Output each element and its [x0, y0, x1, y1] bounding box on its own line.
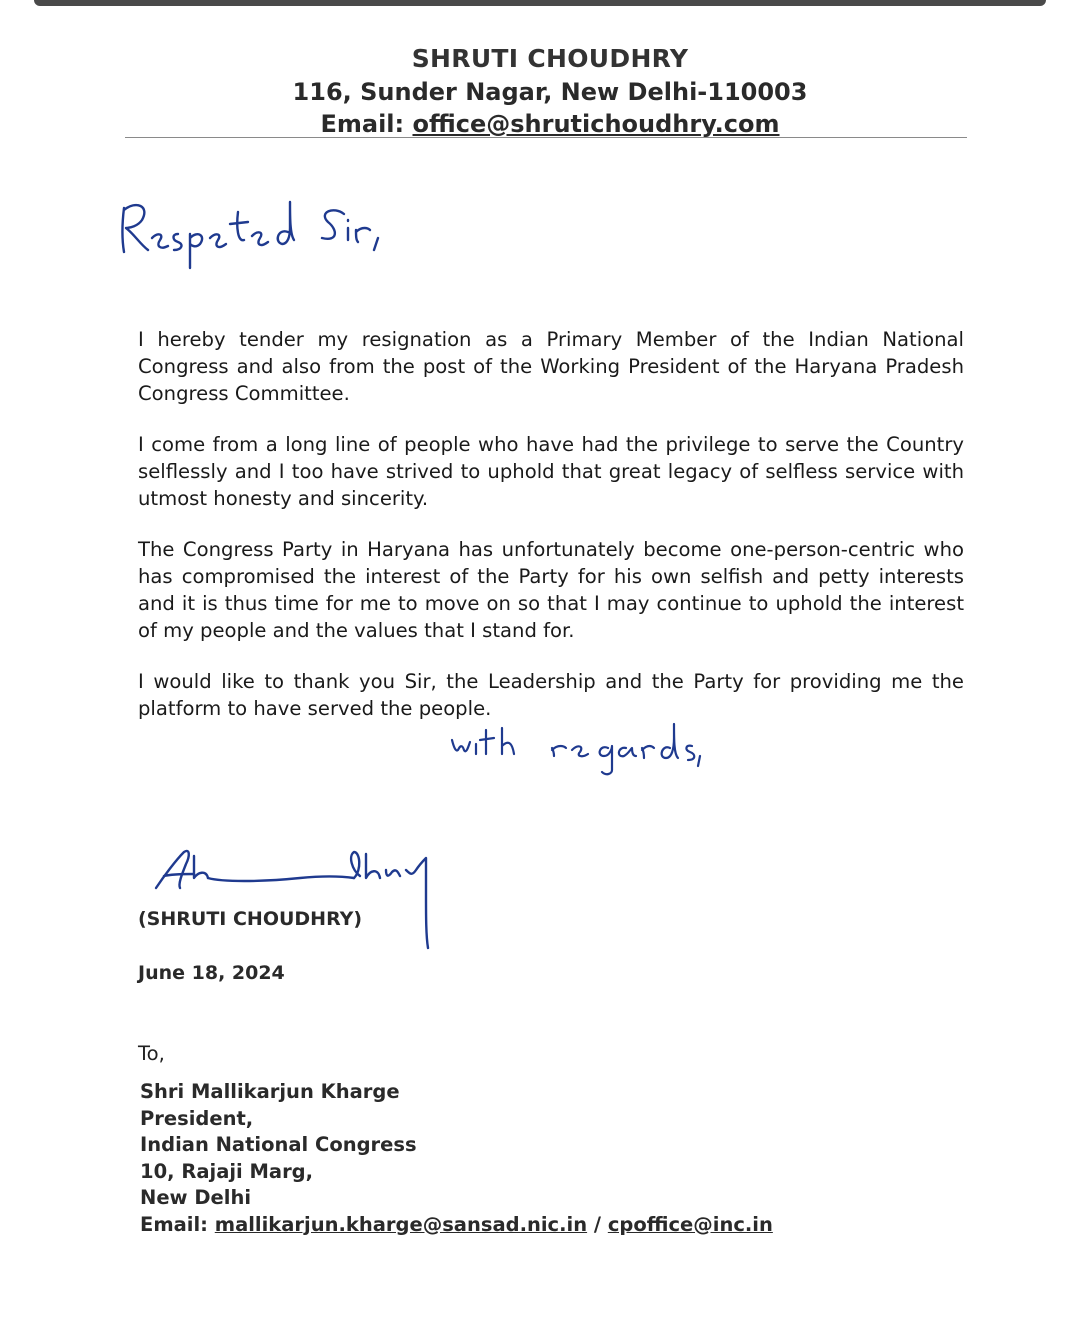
- sender-email-link[interactable]: office@shrutichoudhry.com: [412, 110, 780, 138]
- letter-body: [138, 326, 964, 746]
- body-paragraph: I would like to thank you Sir, the Leadership and the Party for providing me the platform to have served the people.: [138, 670, 964, 720]
- recipient-email-line: [140, 1212, 773, 1239]
- recipient-email-link-1[interactable]: mallikarjun.kharge@sansad.nic.in: [214, 1212, 588, 1236]
- recipient-email-link-2[interactable]: cpoffice@inc.in: [607, 1212, 773, 1236]
- body-paragraph: The Congress Party in Haryana has unfortunately become one-person-centric who has compromised the interest of the Party for his own selfish and petty interests and it is thus time for me to move on so that I may continue to uphold the interest of my people and the values that I stand for.: [138, 538, 964, 642]
- recipient-city: New Delhi: [140, 1186, 252, 1209]
- handwritten-signature: [150, 836, 450, 956]
- sender-email-line: [0, 108, 1080, 140]
- recipient-street: 10, Rajaji Marg,: [140, 1159, 314, 1183]
- recipient-name: Shri Mallikarjun Kharge: [140, 1080, 400, 1103]
- letter-date: June 18, 2024: [138, 962, 285, 984]
- recipient-email-label: Email:: [140, 1212, 208, 1236]
- letterhead: [0, 42, 1080, 140]
- body-paragraph: I hereby tender my resignation as a Primary Member of the Indian National Congress and also from the post of the Working President of the Haryana Pradesh Congress Committee.: [138, 328, 964, 405]
- sender-email-label: Email:: [320, 110, 405, 138]
- recipient-title: President,: [140, 1106, 254, 1130]
- scan-top-edge: [34, 0, 1046, 6]
- recipient-block: [140, 1079, 773, 1238]
- recipient-org: Indian National Congress: [140, 1133, 417, 1156]
- handwritten-greeting: [112, 188, 402, 278]
- handwritten-closing: [446, 718, 706, 780]
- sender-name: SHRUTI CHOUDHRY: [411, 44, 689, 73]
- body-paragraph: I come from a long line of people who have had the privilege to serve the Country selflessly and I too have strived to uphold that great legacy of selfless service with utmost honesty and sincerity.: [138, 433, 964, 510]
- email-separator: /: [593, 1212, 602, 1236]
- sender-address: 116, Sunder Nagar, New Delhi-110003: [292, 78, 808, 106]
- signature-name: (SHRUTI CHOUDHRY): [138, 908, 363, 930]
- to-label: To,: [138, 1042, 165, 1065]
- letterhead-divider: [125, 137, 967, 138]
